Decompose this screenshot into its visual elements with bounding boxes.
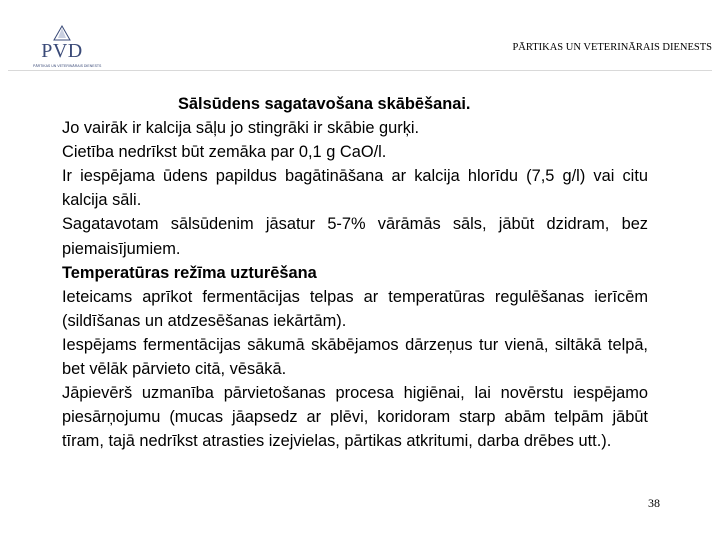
slide-content (62, 92, 648, 453)
page-number: 38 (648, 496, 660, 510)
paragraph-hygiene: Jāpievērš uzmanība pārvietošanas procesa higiēnai, lai novērstu iespējamo piesārņojumu (mucas jāapsedz ar plēvi, koridoram starp abām telpām jābūt tīram, tajā nedrīkst atrasties izejvielas, pārtikas atkritumi, darba drēbes utt.). (62, 384, 648, 451)
header-divider (8, 70, 712, 71)
paragraph-hardness: Cietība nedrīkst būt zemāka par 0,1 g CaO/l. (62, 143, 387, 162)
section-subtitle: Temperatūras režīma uzturēšana (62, 263, 317, 282)
paragraph-rooms: Iespējams fermentācijas sākumā skābējamos dārzeņus tur vienā, siltākā telpā, bet vēlāk pārvieto citā, vēsākā. (62, 335, 648, 379)
paragraph-brine-salt: Sagatavotam sālsūdenim jāsatur 5-7% vārāmās sāls, jābūt dzidram, bez piemaisījumiem. (62, 215, 648, 258)
paragraph-enrichment: Ir iespējama ūdens papildus bagātināšana ar kalcija hlorīdu (7,5 g/l) vai citu kalcija sāli. (62, 167, 648, 210)
header-organization: PĀRTIKAS UN VETERINĀRAIS DIENESTS (512, 42, 712, 53)
paragraph-calcium-salts: Jo vairāk ir kalcija sāļu jo stingrāki ir skābie gurķi. (62, 119, 420, 138)
logo-text: PVD (41, 40, 83, 62)
paragraph-temperature-devices: Ieteicams aprīkot fermentācijas telpas ar temperatūras regulēšanas ierīcēm (sildīšanas un atdzesēšanas iekārtām). (62, 287, 648, 330)
logo-subtitle: PĀRTIKAS UN VETERINĀRAIS DIENESTS (33, 64, 102, 68)
section-title: Sālsūdens sagatavošana skābēšanai. (178, 95, 471, 113)
